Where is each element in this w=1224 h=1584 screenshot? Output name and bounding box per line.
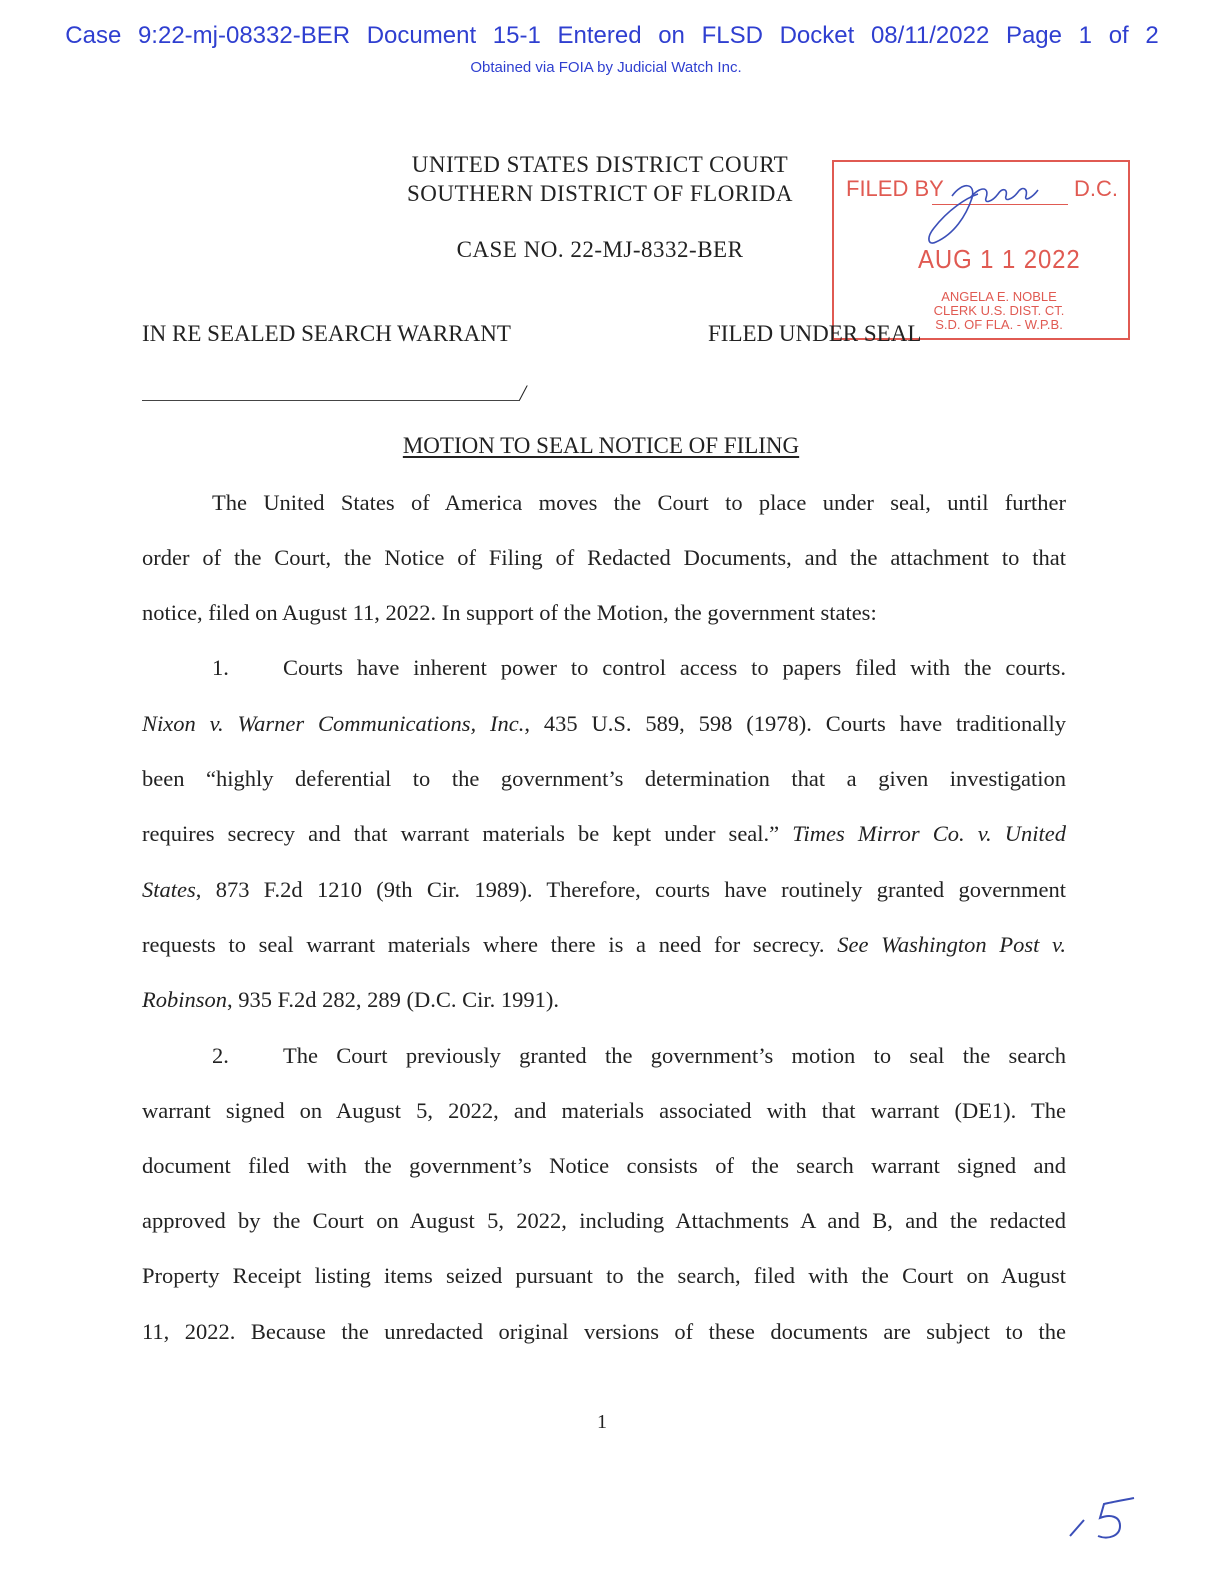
stamp-clerk-name: ANGELA E. NOBLE	[941, 289, 1057, 304]
paragraph-number: 2.	[212, 1043, 229, 1068]
clerk-signature-icon	[914, 168, 1074, 248]
case-citation: Nixon v. Warner Communications, Inc.	[142, 711, 525, 736]
stamp-date: AUG 1 1 2022	[918, 244, 1081, 274]
body-line	[142, 821, 1066, 847]
stamp-dc: D.C.	[1074, 176, 1118, 201]
citation-text: , 873 F.2d 1210 (9th Cir. 1989). Therefore, courts have routinely granted government	[195, 877, 1066, 902]
body-line: document filed with the government’s Notice consists of the search warrant signed and	[142, 1153, 1066, 1178]
filed-stamp	[832, 160, 1130, 340]
filed-under-seal: FILED UNDER SEAL	[708, 321, 922, 346]
in-re-caption: IN RE SEALED SEARCH WARRANT	[142, 321, 511, 346]
body-line	[142, 711, 1066, 737]
caption-slash: /	[520, 380, 527, 405]
body-line: The Court previously granted the government’s motion to seal the search	[283, 1043, 1066, 1068]
body-line: been “highly deferential to the government’s determination that a given investigation	[142, 766, 1066, 791]
body-line: warrant signed on August 5, 2022, and materials associated with that warrant (DE1). The	[142, 1098, 1066, 1123]
document-title: MOTION TO SEAL NOTICE OF FILING	[402, 433, 800, 458]
body-line	[142, 877, 1066, 903]
stamp-filed-by: FILED BY	[846, 176, 944, 201]
case-citation: Robinson	[142, 987, 228, 1012]
stamp-clerk-district: S.D. OF FLA. - W.P.B.	[935, 317, 1063, 332]
case-citation: States	[142, 877, 196, 902]
handwritten-number-icon	[1062, 1490, 1142, 1550]
case-citation: Times Mirror Co. v. United	[792, 821, 1066, 846]
paragraph-number: 1.	[212, 655, 229, 680]
body-line	[142, 932, 1066, 958]
case-citation: See Washington Post v.	[837, 932, 1066, 957]
stamp-clerk-title: CLERK U.S. DIST. CT.	[933, 303, 1065, 318]
citation-text: , 435 U.S. 589, 598 (1978). Courts have traditionally	[524, 711, 1067, 736]
court-name: UNITED STATES DISTRICT COURT	[411, 152, 789, 177]
body-line	[142, 987, 559, 1013]
body-text: requests to seal warrant materials where there is a need for secrecy.	[142, 932, 838, 957]
body-line: notice, filed on August 11, 2022. In support of the Motion, the government states:	[142, 600, 877, 625]
citation-text: , 935 F.2d 282, 289 (D.C. Cir. 1991).	[227, 987, 559, 1012]
body-line: approved by the Court on August 5, 2022, including Attachments A and B, and the redacted	[142, 1208, 1066, 1233]
caption-rule	[142, 400, 520, 401]
case-number: CASE NO. 22-MJ-8332-BER	[456, 237, 744, 262]
body-line: Property Receipt listing items seized pursuant to the search, filed with the Court on August	[142, 1263, 1066, 1288]
body-line: Courts have inherent power to control access to papers filed with the courts.	[283, 655, 1066, 680]
page-number: 1	[597, 1411, 607, 1433]
foia-notice: Obtained via FOIA by Judicial Watch Inc.	[470, 59, 742, 76]
body-line: The United States of America moves the Court to place under seal, until further	[212, 490, 1066, 515]
body-line: order of the Court, the Notice of Filing of Redacted Documents, and the attachment to that	[142, 545, 1066, 570]
body-line: 11, 2022. Because the unredacted original versions of these documents are subject to the	[142, 1319, 1066, 1344]
docket-header: Case 9:22-mj-08332-BER Document 15-1 Entered on FLSD Docket 08/11/2022 Page 1 of 2	[65, 22, 1159, 49]
court-district: SOUTHERN DISTRICT OF FLORIDA	[406, 181, 794, 206]
quote-text: requires secrecy and that warrant materials be kept under seal.”	[142, 821, 793, 846]
